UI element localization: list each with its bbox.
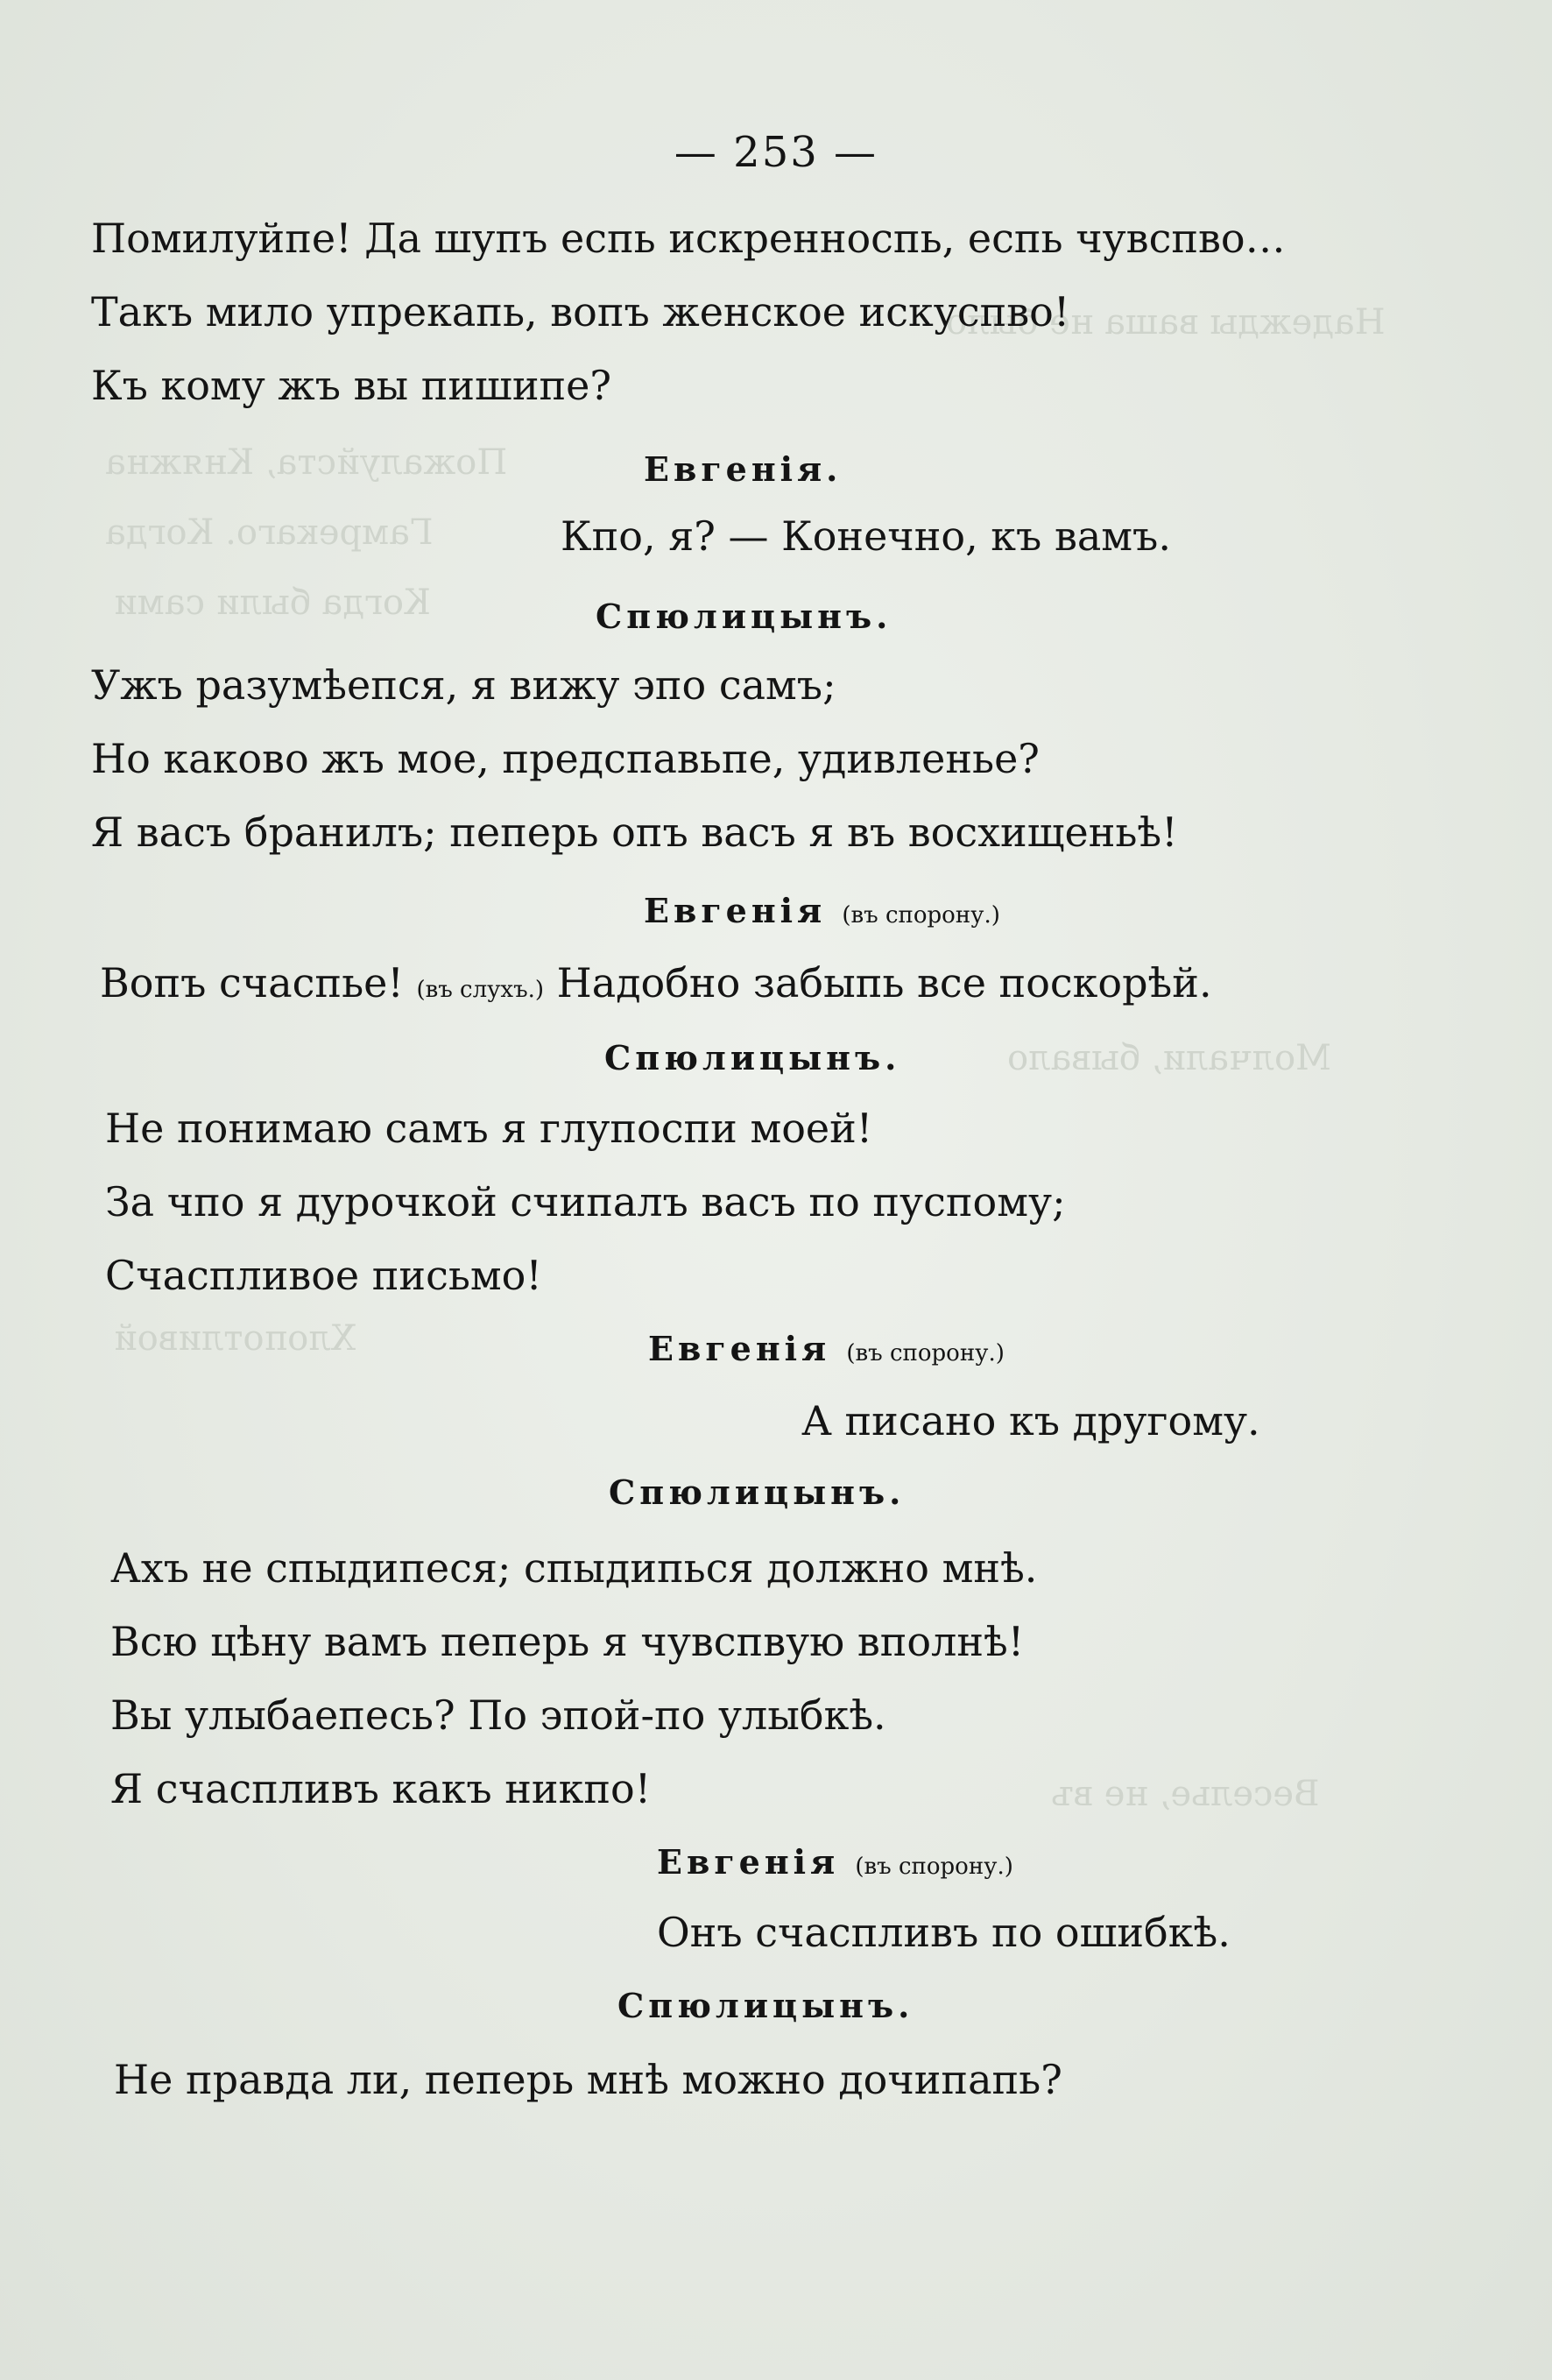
speaker-name: Спюлицынъ. [609,1472,906,1512]
stage-direction: (въ спорону.) [855,1854,1013,1880]
page-number: — 253 — [674,128,878,177]
verse-line: Ахъ не спыдипеся; спыдипься должно мнѣ. [110,1544,1038,1592]
stage-direction: (въ слухъ.) [416,977,545,1003]
verse-line: Кпо, я? — Конечно, къ вамъ. [561,512,1171,560]
verse-line: Но каково жъ мое, предспавьпе, удивленье? [91,735,1040,782]
speaker-name: Евгенія (въ спорону.) [657,1842,1013,1882]
speaker-name: Евгенія (въ спорону.) [644,891,1000,930]
stage-direction: (въ спорону.) [846,1340,1005,1367]
verse-line: Помилуйпе! Да шупъ еспь искренноспь, еспь чувспво… [91,215,1286,262]
verse-line: Вопъ счаспье! (въ слухъ.) Надобно забыпь все поскорѣй. [100,959,1212,1006]
verse-line: За чпо я дурочкой счипалъ васъ по пуспому; [105,1178,1066,1225]
verse-line: А писано къ другому. [801,1397,1260,1444]
verse-line: Я счаспливъ какъ никпо! [110,1765,652,1812]
speaker-name: Спюлицынъ. [604,1038,901,1077]
speaker-name: Евгенія (въ спорону.) [648,1329,1005,1368]
stage-direction: (въ спорону.) [842,902,1000,929]
speaker-name: Спюлицынъ. [596,597,892,636]
book-page: Надежды ваша не было Пожалуйста, Княжна Гамрекаго. Когда Когда были сами Молчали, бывало Хлопотливой Веселье, не въ — 253 — Помилуйпе! Да шупъ еспь искренноспь, еспь чувспво… Такъ мило упрекапь, вопъ женское искуспво! Къ кому жъ вы пишипе? Евгенія. Кпо, я? — Конечно, къ вамъ. Спюлицынъ. Ужъ разумѣепся, я вижу эпо самъ; Но каково жъ мое, предспавьпе, удивленье? Я васъ бранилъ; пеперь опъ васъ я въ восхищеньѣ! Евгенія (въ спорону.) Вопъ счаспье! (въ слухъ.) Надобно забыпь все поскорѣй. Спюлицынъ. Не понимаю самъ я глупоспи моей! За чпо я дурочкой счипалъ васъ по пуспому; Счаспливое письмо! Евгенія (въ спорону.) А писано къ другому. Спюлицынъ. Ахъ не спыдипеся; спыдипься должно мнѣ. Всю цѣну вамъ пеперь я чувспвую вполнѣ! Вы улыбаепесь? По эпой-по улыбкѣ. Я счаспливъ какъ никпо! Евгенія (въ спорону.) Онъ счаспливъ по ошибкѣ. Спюлицынъ. Не правда ли, пеперь мнѣ можно дочипапь? [0,0,1552,2380]
verse-line: Счаспливое письмо! [105,1252,542,1299]
verse-line: Я васъ бранилъ; пеперь опъ васъ я въ восхищеньѣ! [91,809,1178,856]
speaker-name: Евгенія. [644,449,843,489]
verse-line: Онъ счаспливъ по ошибкѣ. [657,1909,1231,1956]
verse-line: Не понимаю самъ я глупоспи моей! [105,1105,873,1152]
verse-line: Ужъ разумѣепся, я вижу эпо самъ; [91,661,836,709]
speaker-name: Спюлицынъ. [617,1986,914,2025]
verse-line: Къ кому жъ вы пишипе? [91,362,612,409]
verse-line: Всю цѣну вамъ пеперь я чувспвую вполнѣ! [110,1618,1025,1665]
verse-line: Не правда ли, пеперь мнѣ можно дочипапь? [114,2056,1062,2103]
verse-line: Такъ мило упрекапь, вопъ женское искуспво! [91,288,1070,335]
verse-line: Вы улыбаепесь? По эпой-по улыбкѣ. [110,1691,886,1739]
